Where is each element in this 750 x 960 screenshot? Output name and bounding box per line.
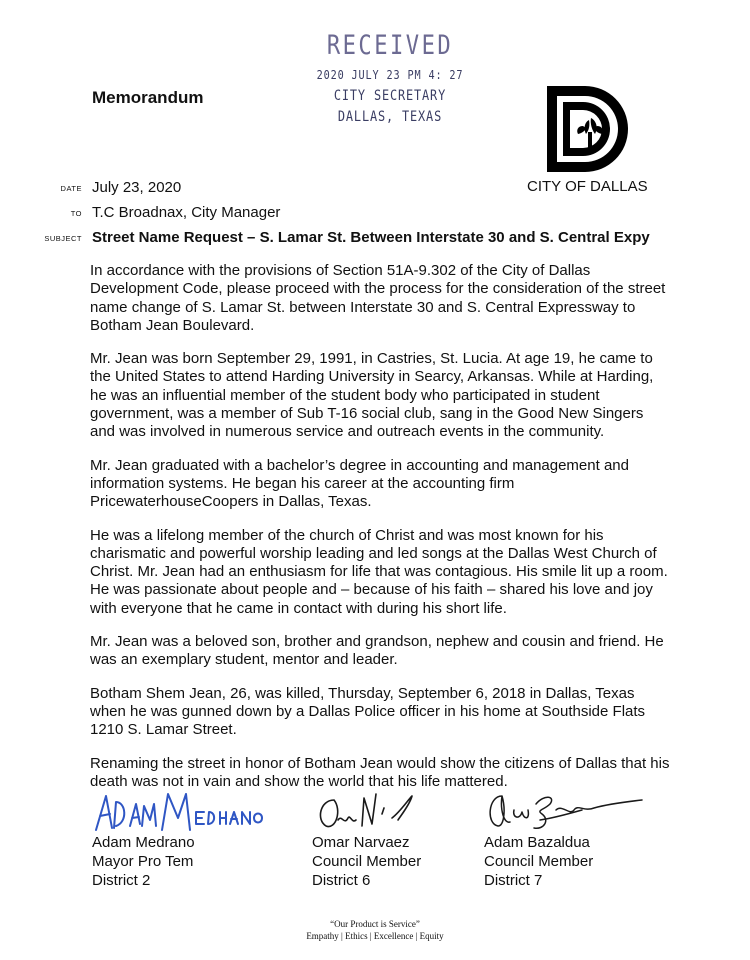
subject-value: Street Name Request – S. Lamar St. Between Interstate 30 and S. Central Expy <box>92 229 650 246</box>
stamp-location: DALLAS, TEXAS <box>337 109 443 125</box>
signature-block-narvaez <box>312 790 492 889</box>
body-paragraph: Mr. Jean was born September 29, 1991, in Castries, St. Lucia. At age 19, he came to the United States to attend Harding University in Searcy, Arkansas. While at Harding, he was an influential member of the student body who participated in student government, was a member of Sub T-16 social club, sang in the Good New Singers and was involved in numerous service and outreach events in the community. <box>90 350 654 441</box>
memo-body <box>90 262 670 806</box>
subject-label: SUBJECT <box>44 234 82 243</box>
handwritten-signature-bazaldua <box>484 790 644 836</box>
handwritten-signature-narvaez <box>312 790 462 836</box>
date-label: DATE <box>60 184 82 193</box>
signer-district: District 6 <box>312 872 371 889</box>
signature-block-bazaldua <box>484 790 664 889</box>
body-paragraph: In accordance with the provisions of Section 51A-9.302 of the City of Dallas Development Code, please proceed with the process for the consideration of the street name change of S. Lamar St. between Interstate 30 and S. Central Expressway to Botham Jean Boulevard. <box>90 262 666 334</box>
stamp-office: CITY SECRETARY <box>333 88 447 104</box>
footer-values: Empathy | Ethics | Excellence | Equity <box>306 931 444 941</box>
signer-district: District 2 <box>92 872 151 889</box>
body-paragraph: Mr. Jean graduated with a bachelor’s degree in accounting and management and information systems. He began his career at the accounting firm PricewaterhouseCoopers in Dallas, Texas. <box>90 456 629 511</box>
signer-title: Mayor Pro Tem <box>92 853 194 870</box>
footer <box>0 918 750 942</box>
signer-district: District 7 <box>484 872 543 889</box>
footer-motto: “Our Product is Service” <box>330 919 420 929</box>
signer-title: Council Member <box>312 853 422 870</box>
signer-name: Omar Narvaez <box>312 834 410 851</box>
city-of-dallas-logo-icon <box>545 84 633 174</box>
received-stamp <box>300 30 480 128</box>
stamp-datetime: 2020 JULY 23 PM 4: 27 <box>316 68 464 82</box>
to-label: TO <box>70 209 82 218</box>
signer-title: Council Member <box>484 853 594 870</box>
signer-name: Adam Medrano <box>92 834 195 851</box>
memo-title: Memorandum <box>92 88 204 107</box>
body-paragraph: He was a lifelong member of the church of Christ and was most known for his charismatic and powerful worship leading and led songs at the Dallas West Church of Christ. Mr. Jean had an enthusiasm for life that was contagious. His smile lit up a room. He was passionate about people and – because of his faith – shared his love and joy with everyone that he came in contact with during his short life. <box>90 526 668 617</box>
signature-block-medrano <box>92 790 272 889</box>
body-paragraph: Botham Shem Jean, 26, was killed, Thursday, September 6, 2018 in Dallas, Texas when he was gunned down by a Dallas Police officer in his home at Southside Flats 1210 S. Lamar Street. <box>90 684 646 739</box>
to-value: T.C Broadnax, City Manager <box>92 204 281 221</box>
date-value: July 23, 2020 <box>92 179 182 196</box>
body-paragraph: Renaming the street in honor of Botham Jean would show the citizens of Dallas that his death was not in vain and show the world that his life mattered. <box>90 754 670 790</box>
body-paragraph: Mr. Jean was a beloved son, brother and grandson, nephew and cousin and friend. He was an exemplary student, mentor and leader. <box>90 633 664 669</box>
signer-name: Adam Bazaldua <box>484 834 590 851</box>
stamp-title: RECEIVED <box>326 30 454 61</box>
handwritten-signature-medrano <box>92 790 267 836</box>
city-name: CITY OF DALLAS <box>527 178 648 195</box>
